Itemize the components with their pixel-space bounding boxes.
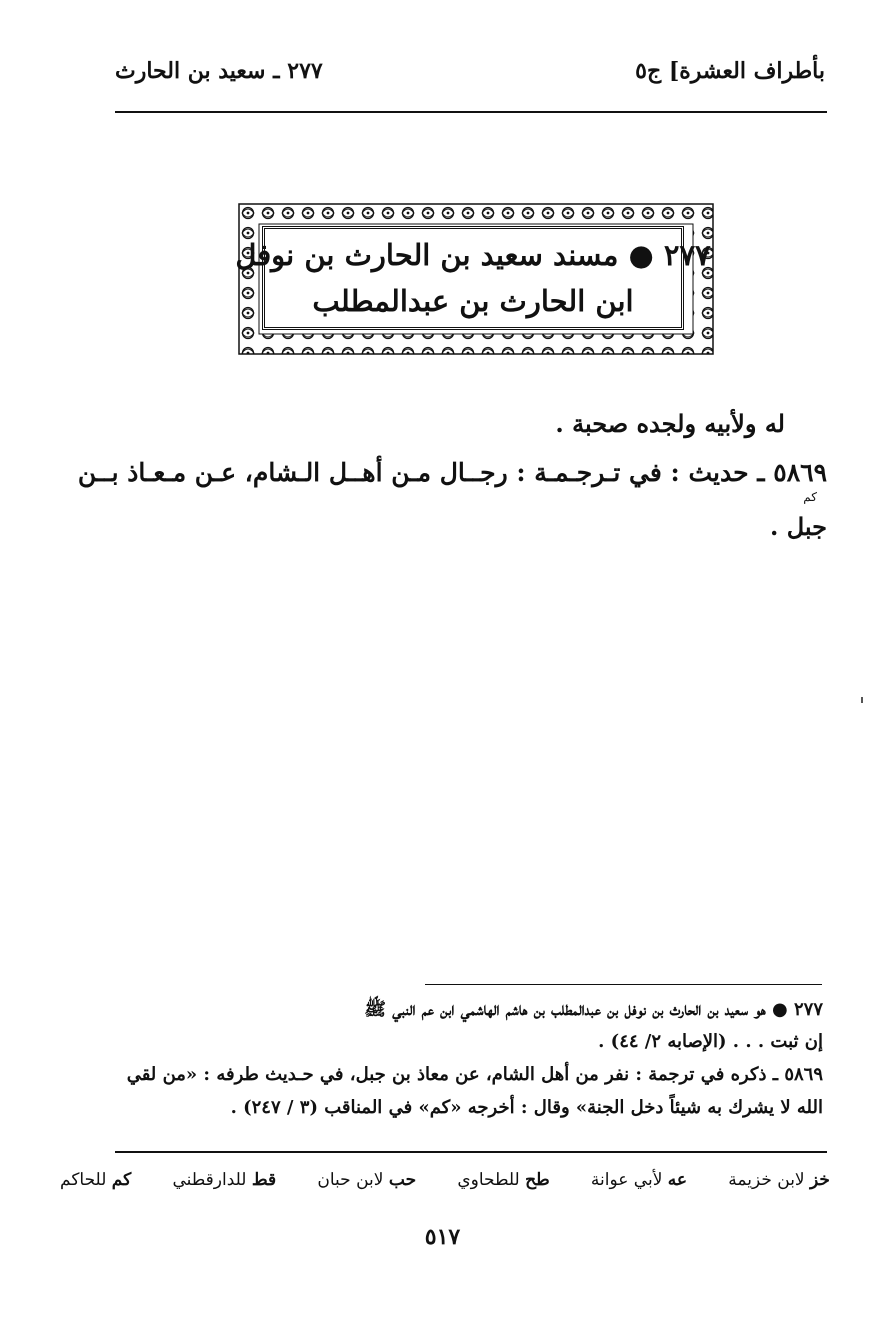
hadith-entry-continuation: جبل .: [770, 512, 827, 541]
section-title-line-2: ابن الحارث بن عبدالمطلب: [312, 284, 634, 318]
footnote-separator: [425, 984, 822, 985]
running-header-book-title: بأطراف العشرة] ج٥: [635, 58, 825, 84]
footnote-line-3: ٥٨٦٩ ـ ذكره في ترجمة : نفر من أهل الشام، عن معاذ بن جبل، في حـديث طرفه : «من لقي: [126, 1064, 823, 1085]
running-header-section-title: ٢٧٧ ـ سعيد بن الحارث: [115, 58, 323, 84]
page-number: ٥١٧: [424, 1224, 461, 1250]
abbreviation-item: حب لابن حبان: [317, 1170, 417, 1190]
section-title-line-1: ٢٧٧ ● مسند سعيد بن الحارث بن نوفل: [235, 238, 711, 272]
footer-rule: [115, 1151, 827, 1153]
title-box: [235, 226, 711, 330]
hadith-source-siglum: كم: [803, 490, 817, 504]
abbreviation-item: خز لابن خزيمة: [728, 1170, 830, 1190]
scan-mark: [861, 697, 863, 703]
abbreviations-key: [60, 1170, 830, 1190]
footnote-line-2: إن ثبت . . . (الإصابه ٢/ ٤٤) .: [598, 1031, 823, 1052]
abbreviation-item: قط للدارقطني: [172, 1170, 277, 1190]
body-paragraph-1: له ولأبيه ولجده صحبة .: [555, 409, 785, 438]
header-rule: [115, 111, 827, 113]
abbreviation-item: طح للطحاوي: [457, 1170, 550, 1190]
abbreviation-item: كم للحاكم: [60, 1170, 132, 1190]
hadith-entry: ٥٨٦٩ ـ حديث : في تـرجـمـة : رجــال مـن أهــل الـشام، عـن مـعـاذ بــن: [77, 458, 827, 487]
footnote-line-4: الله لا يشرك به شيئاً دخل الجنة» وقال : أخرجه «كم» في المناقب (٣ / ٢٤٧) .: [230, 1097, 823, 1118]
abbreviation-item: عه لأبي عوانة: [590, 1170, 688, 1190]
footnote-line-1: ٢٧٧ ● هو سعيد بن الحارث بن نوفل بن عبدالمطلب بن هاشم الهاشمي ابن عم النبي ﷺ: [364, 999, 823, 1020]
